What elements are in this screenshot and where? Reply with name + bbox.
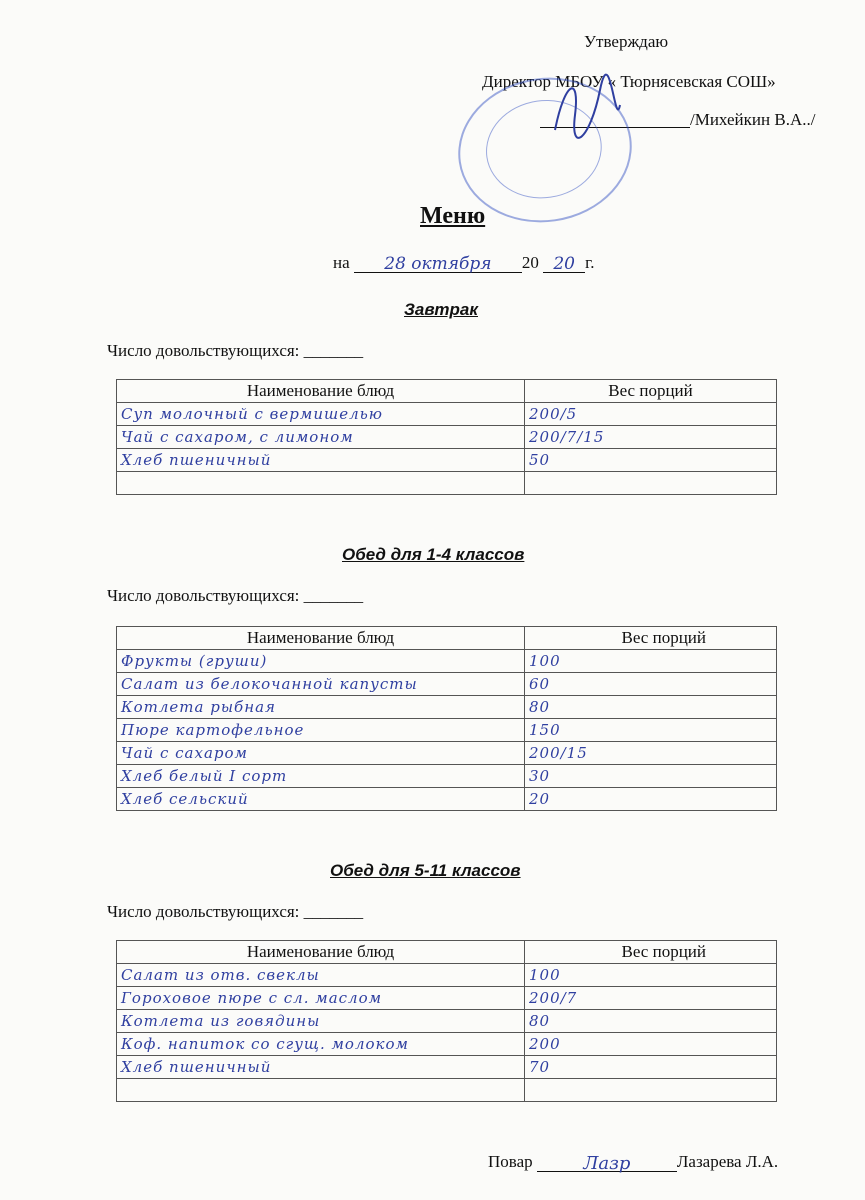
dish-weight: 50 [525,449,777,472]
dish-name: Хлеб пшеничный [117,1056,525,1079]
dish-name: Хлеб пшеничный [117,449,525,472]
dish-name: Чай с сахаром, с лимоном [117,426,525,449]
cook-line [488,1152,778,1172]
lunch-5-11-table [116,940,777,1102]
dish-weight [525,1079,777,1102]
breakfast-table [116,379,777,495]
page-title: Меню [420,203,486,229]
dish-weight: 30 [525,765,777,788]
dish-weight: 100 [525,964,777,987]
dish-weight: 200/5 [525,403,777,426]
table-row [117,1010,777,1033]
dish-weight: 200 [525,1033,777,1056]
dish-name: Салат из отв. свеклы [117,964,525,987]
count-label-breakfast: Число довольствующихся: _______ [107,341,364,360]
table-row [117,765,777,788]
table-row [117,1079,777,1102]
date-prefix: на [333,253,350,272]
dish-weight: 150 [525,719,777,742]
director-signature [545,70,625,150]
table-row [117,964,777,987]
table-row [117,987,777,1010]
dish-weight: 70 [525,1056,777,1079]
table-header-row [117,941,777,964]
cook-signature: Лазр [537,1153,677,1172]
table-header-row [117,380,777,403]
dish-name [117,1079,525,1102]
dish-name: Пюре картофельное [117,719,525,742]
dish-weight: 200/15 [525,742,777,765]
dish-name: Котлета рыбная [117,696,525,719]
date-day-month: 28 октября [354,254,522,273]
dish-weight [525,472,777,495]
dish-weight: 200/7 [525,987,777,1010]
dish-name: Коф. напиток со сгущ. молоком [117,1033,525,1056]
dish-name: Суп молочный с вермишелью [117,403,525,426]
dish-weight: 20 [525,788,777,811]
table-row [117,788,777,811]
approval-word: Утверждаю [584,32,669,51]
dish-weight: 100 [525,650,777,673]
date-line [333,253,594,273]
table-row [117,650,777,673]
table-row [117,426,777,449]
column-header-name: Наименование блюд [117,380,525,403]
dish-name: Котлета из говядины [117,1010,525,1033]
lunch-1-4-table [116,626,777,811]
dish-weight: 200/7/15 [525,426,777,449]
date-year-prefix: 20 [521,253,539,272]
approval-position: Директор МБОУ « Тюрнясевская СОШ» [482,72,776,91]
cook-label: Повар [488,1152,533,1171]
table-row [117,696,777,719]
dish-name: Хлеб сельский [117,788,525,811]
table-row [117,673,777,696]
column-header-weight: Вес порций [525,941,777,964]
approval-signatory: /Михейкин В.А../ [690,110,816,129]
dish-name: Чай с сахаром [117,742,525,765]
count-label-lunch-5-11: Число довольствующихся: _______ [107,902,364,921]
dish-weight: 80 [525,1010,777,1033]
section-heading-lunch-5-11: Обед для 5-11 классов [330,861,521,880]
table-row [117,403,777,426]
dish-name: Фрукты (груши) [117,650,525,673]
date-suffix: г. [585,253,595,272]
column-header-weight: Вес порций [525,627,777,650]
table-row [117,1033,777,1056]
dish-name: Салат из белокочанной капусты [117,673,525,696]
cook-name: Лазарева Л.А. [676,1152,779,1171]
table-row [117,1056,777,1079]
table-row [117,742,777,765]
section-heading-breakfast: Завтрак [404,300,478,319]
table-row [117,449,777,472]
column-header-weight: Вес порций [525,380,777,403]
dish-weight: 60 [525,673,777,696]
count-label-lunch-1-4: Число довольствующихся: _______ [107,586,364,605]
date-year: 20 [543,254,585,273]
table-row [117,472,777,495]
dish-name [117,472,525,495]
column-header-name: Наименование блюд [117,627,525,650]
dish-name: Гороховое пюре с сл. маслом [117,987,525,1010]
dish-name: Хлеб белый I сорт [117,765,525,788]
dish-weight: 80 [525,696,777,719]
section-heading-lunch-1-4: Обед для 1-4 классов [342,545,525,564]
column-header-name: Наименование блюд [117,941,525,964]
table-header-row [117,627,777,650]
table-row [117,719,777,742]
